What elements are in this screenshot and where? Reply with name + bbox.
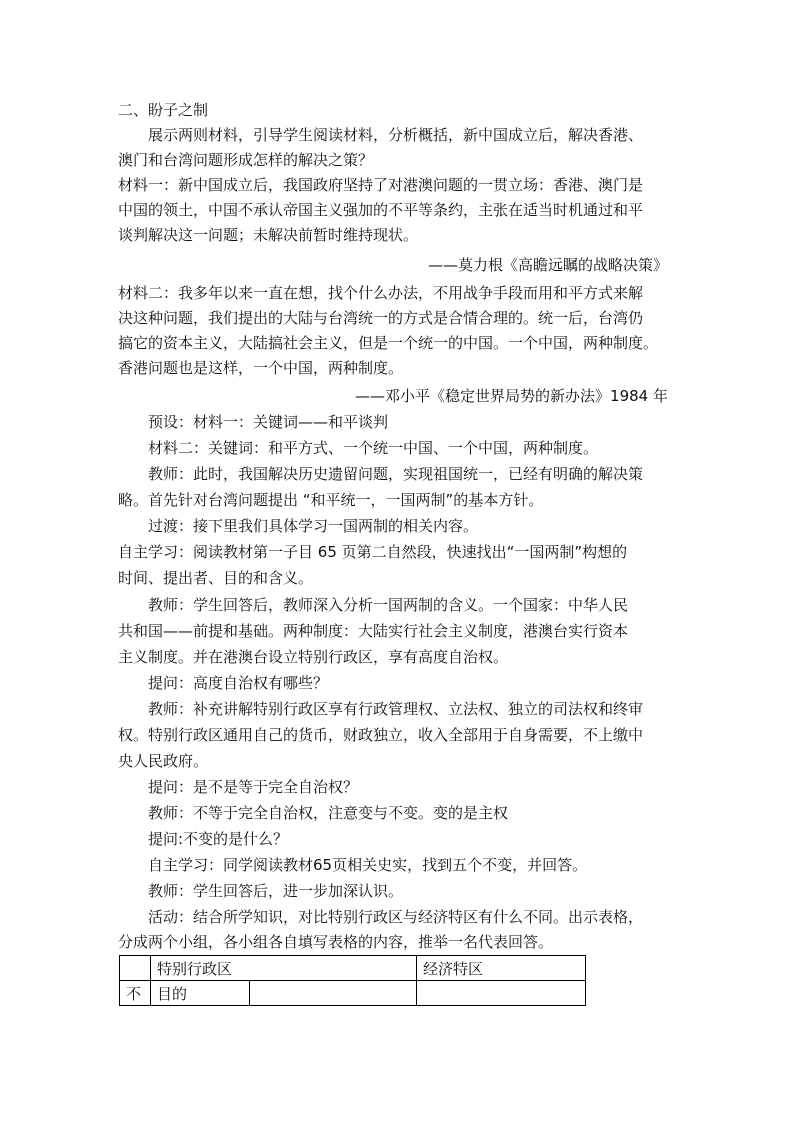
citation-line: ——邓小平《稳定世界局势的新办法》1984 年: [355, 387, 668, 405]
paragraph-line: 预设：材料一：关键词——和平谈判: [148, 413, 389, 431]
paragraph-line: 教师：学生回答后，教师深入分析一国两制的含义。一个国家：中华人民: [148, 596, 629, 614]
paragraph-line: 展示两则材料，引导学生阅读材料，分析概括，新中国成立后，解决香港、: [148, 126, 644, 144]
table-cell: 不: [120, 981, 151, 1006]
paragraph-line: 教师：补充讲解特别行政区享有行政管理权、立法权、独立的司法权和终审: [148, 700, 644, 718]
table-cell: [417, 981, 586, 1006]
paragraph-line: 材料二：关键词：和平方式、一个统一中国、一个中国，两种制度。: [148, 439, 599, 457]
paragraph-line: 略。首先针对台湾问题提出 “和平统一，一国两制”的基本方针。: [118, 491, 544, 509]
paragraph-line: 权。特别行政区通用自己的货币，财政独立，收入全部用于自身需要，不上缴中: [118, 726, 644, 744]
paragraph-line: 时间、提出者、目的和含义。: [118, 569, 314, 587]
paragraph-line: 谈判解决这一问题；未解决前暂时维持现状。: [118, 226, 419, 244]
paragraph-line: 搞它的资本主义，大陆搞社会主义，但是一个统一的中国。一个中国，两种制度。: [118, 334, 659, 352]
paragraph-line: 澳门和台湾问题形成怎样的解决之策？: [118, 151, 374, 169]
paragraph-line: 决这种问题，我们提出的大陆与台湾统一的方式是合情合理的。统一后，台湾仍: [118, 309, 644, 327]
citation-line: ——莫力根《高瞻远瞩的战略决策》: [427, 256, 668, 274]
table-cell: 目的: [151, 981, 250, 1006]
comparison-table: [119, 955, 586, 1006]
paragraph-line: 分成两个小组，各小组各自填写表格的内容，推举一名代表回答。: [118, 933, 554, 951]
table-header-special-admin-region: 特别行政区: [151, 956, 417, 981]
paragraph-line: 过渡：接下里我们具体学习一国两制的相关内容。: [148, 517, 479, 535]
paragraph-line: 教师：学生回答后，进一步加深认识。: [148, 882, 404, 900]
paragraph-line: 提问:不变的是什么？: [148, 830, 289, 848]
paragraph-line: 自主学习：阅读教材第一子目 65 页第二自然段，快速找出“一国两制”构想的: [118, 543, 628, 561]
paragraph-line: 主义制度。并在港澳台设立特别行政区，享有高度自治权。: [118, 648, 509, 666]
paragraph-line: 香港问题也是这样，一个中国，两种制度。: [118, 359, 404, 377]
paragraph-line: 教师：此时，我国解决历史遗留问题，实现祖国统一，已经有明确的解决策: [148, 465, 644, 483]
paragraph-line: 教师：不等于完全自治权，注意变与不变。变的是主权: [148, 804, 509, 822]
table-cell: [120, 956, 151, 981]
paragraph-line: 材料二：我多年以来一直在想，找个什么办法，不用战争手段而用和平方式来解: [118, 284, 644, 302]
table-row: [120, 981, 586, 1006]
table-cell: [250, 981, 417, 1006]
paragraph-line: 材料一：新中国成立后，我国政府坚持了对港澳问题的一贯立场：香港、澳门是: [118, 176, 644, 194]
paragraph-line: 中国的领土，中国不承认帝国主义强加的不平等条约，主张在适当时机通过和平: [118, 201, 644, 219]
paragraph-line: 提问：高度自治权有哪些？: [148, 674, 329, 692]
paragraph-line: 提问：是不是等于完全自治权？: [148, 778, 359, 796]
paragraph-line: 央人民政府。: [118, 752, 209, 770]
table-row: [120, 956, 586, 981]
table-header-economic-zone: 经济特区: [417, 956, 586, 981]
paragraph-line: 活动：结合所学知识，对比特别行政区与经济特区有什么不同。出示表格，: [148, 908, 644, 926]
paragraph-line: 自主学习：同学阅读教材65页相关史实，找到五个不变，并回答。: [148, 856, 588, 874]
section-heading: 二、盼子之制: [118, 101, 209, 119]
paragraph-line: 共和国——前提和基础。两种制度：大陆实行社会主义制度，港澳台实行资本: [118, 622, 629, 640]
